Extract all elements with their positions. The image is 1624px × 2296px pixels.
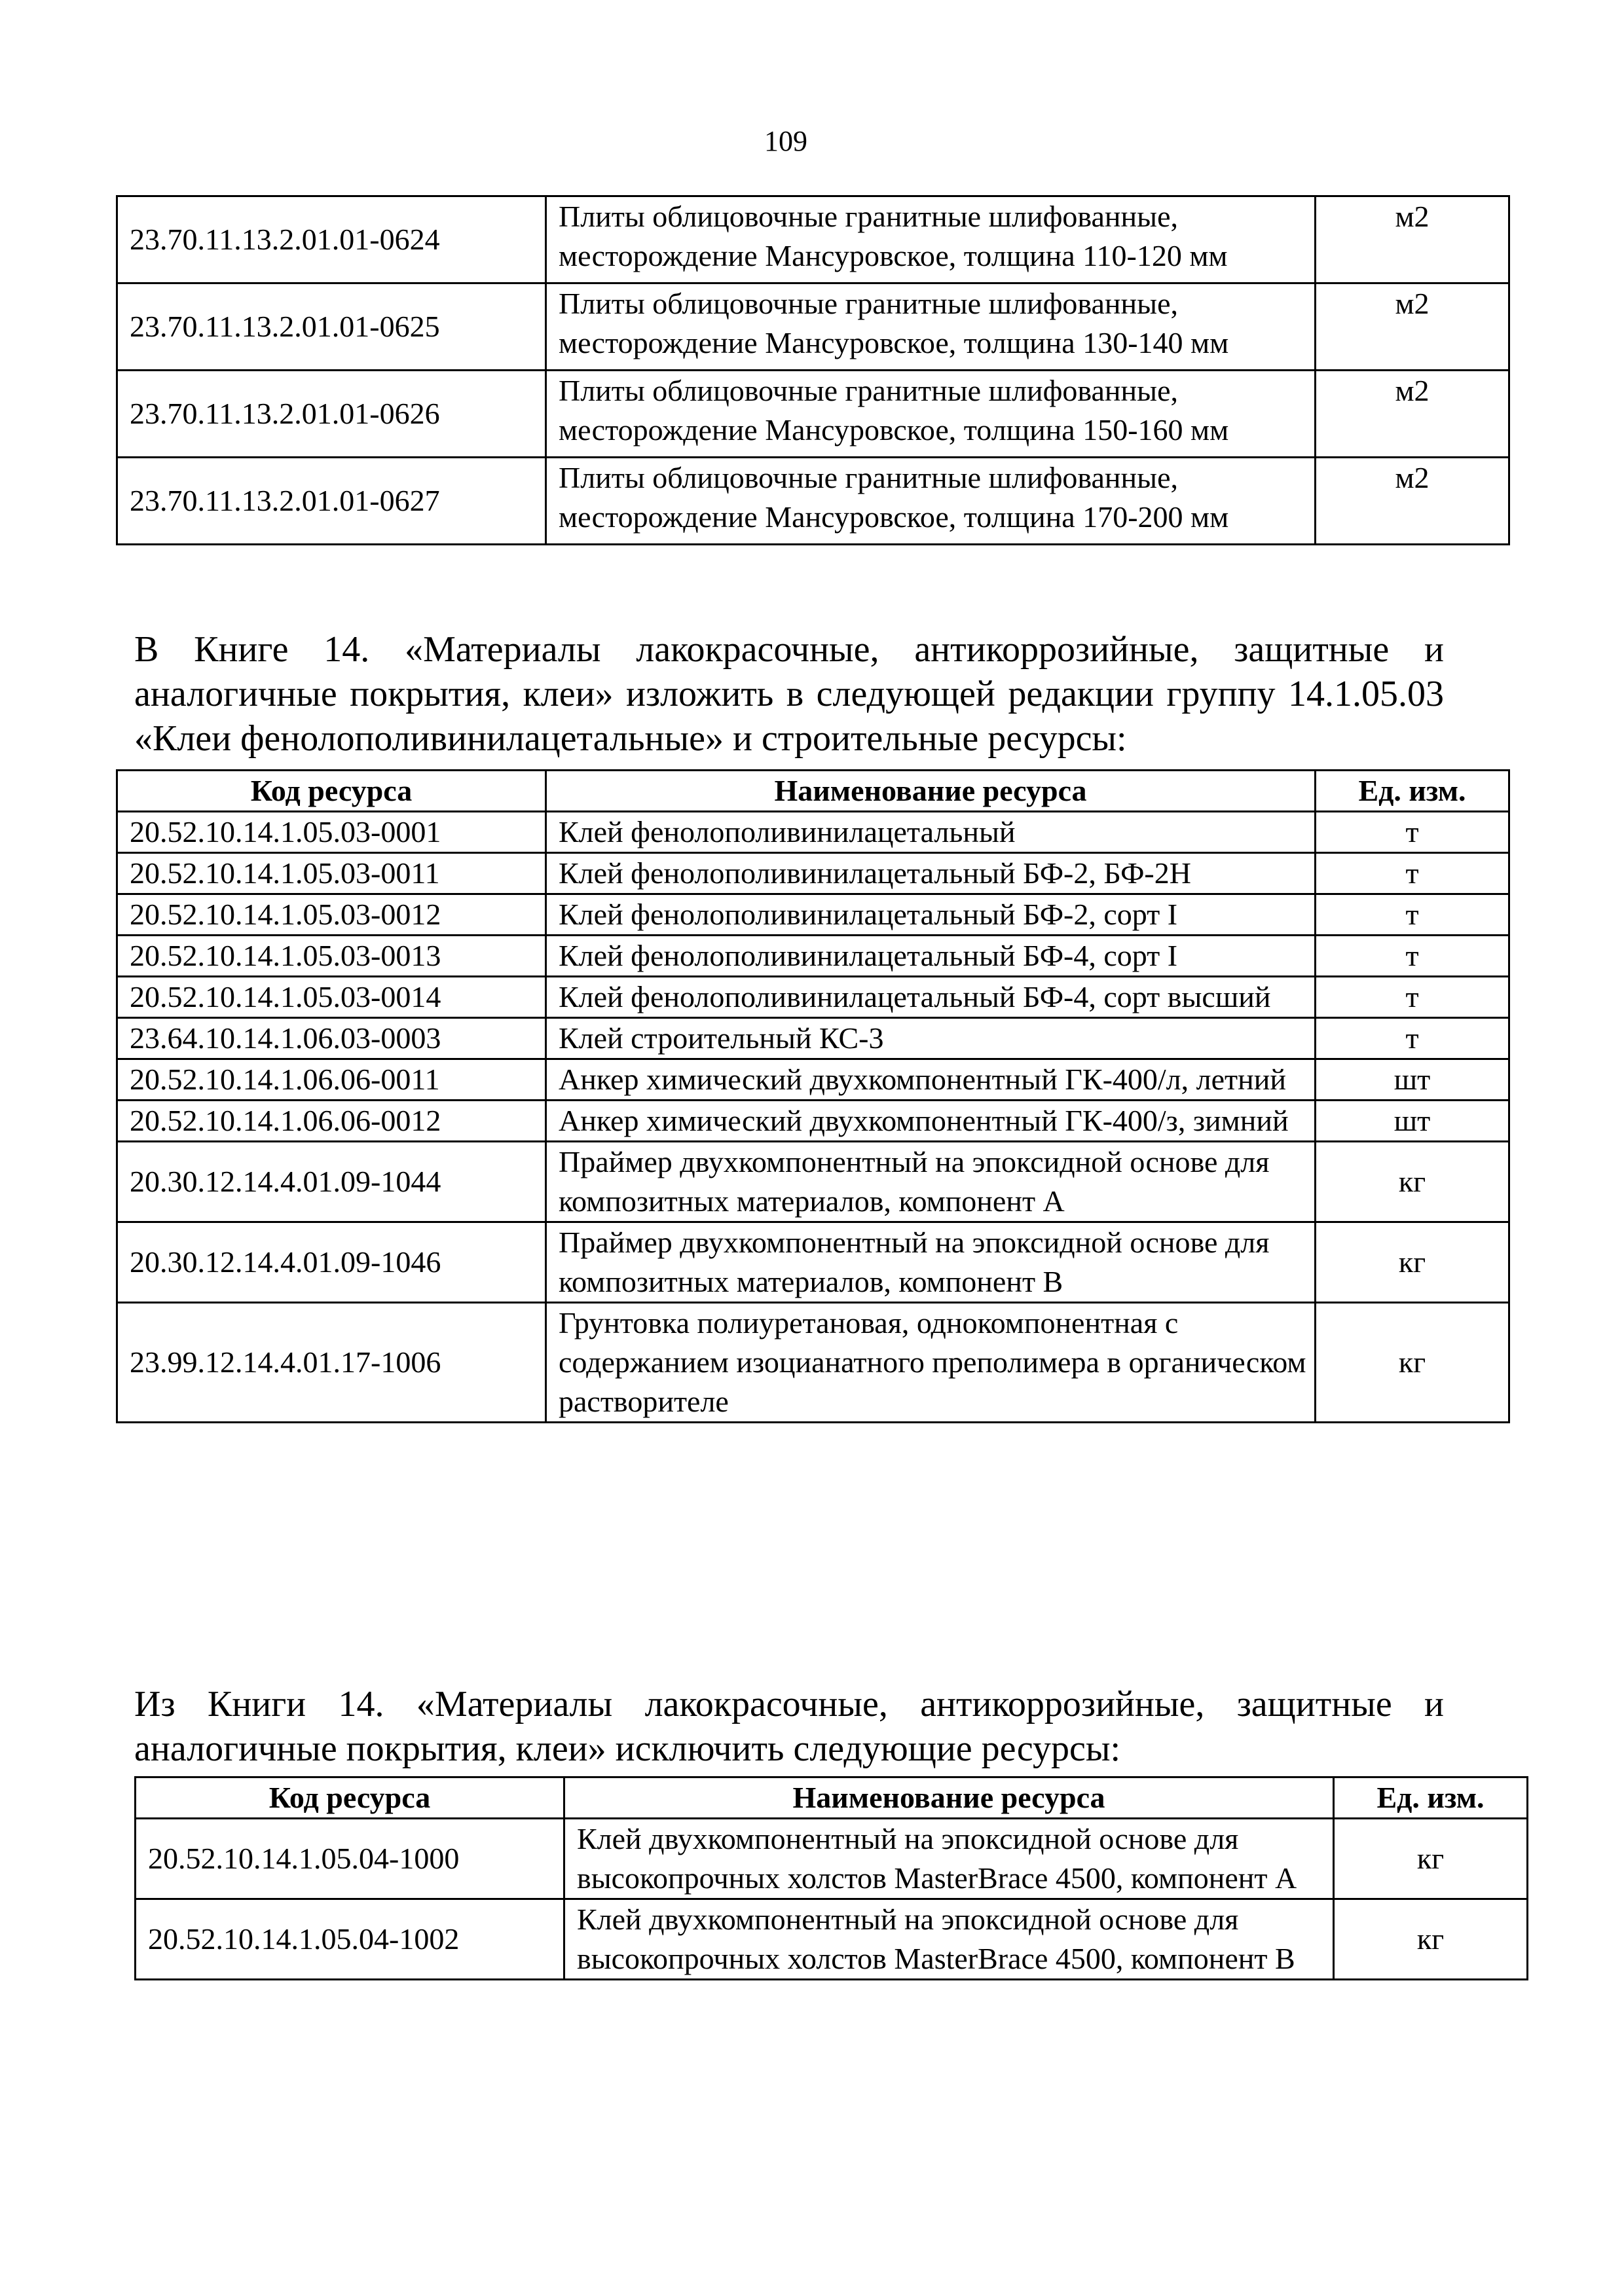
resources-table-replace [116, 769, 1510, 1423]
column-header-unit: Ед. изм. [1334, 1777, 1528, 1819]
table-header-row [117, 771, 1509, 812]
resource-name: Праймер двухкомпонентный на эпоксидной основе для композитных материалов, компонент В [546, 1222, 1316, 1303]
resource-unit: м2 [1316, 371, 1509, 458]
table-row [136, 1899, 1528, 1980]
table-row [117, 1018, 1509, 1059]
table-row [117, 1101, 1509, 1142]
resource-code: 20.52.10.14.1.05.04-1000 [136, 1819, 564, 1899]
table-row [117, 1303, 1509, 1423]
resource-unit: шт [1316, 1059, 1509, 1101]
resource-code: 20.52.10.14.1.06.06-0011 [117, 1059, 546, 1101]
resource-name: Анкер химический двухкомпонентный ГК-400/з, зимний [546, 1101, 1316, 1142]
table-row [117, 371, 1509, 458]
resource-code: 20.52.10.14.1.05.03-0012 [117, 894, 546, 936]
table-row [136, 1819, 1528, 1899]
resource-code: 23.64.10.14.1.06.03-0003 [117, 1018, 546, 1059]
page-number: 109 [764, 125, 807, 157]
resource-name: Клей фенолополивинилацетальный БФ-2, БФ-2Н [546, 853, 1316, 894]
resource-name: Клей двухкомпонентный на эпоксидной основе для высокопрочных холстов MasterBrace 4500, компонент А [564, 1819, 1334, 1899]
resource-unit: м2 [1316, 458, 1509, 545]
resource-code: 20.30.12.14.4.01.09-1046 [117, 1222, 546, 1303]
resource-name: Клей строительный КС-3 [546, 1018, 1316, 1059]
column-header-name: Наименование ресурса [564, 1777, 1334, 1819]
resource-name: Грунтовка полиуретановая, однокомпонентная с содержанием изоцианатного преполимера в органическом растворителе [546, 1303, 1316, 1423]
table-row [117, 894, 1509, 936]
resource-code: 20.52.10.14.1.05.04-1002 [136, 1899, 564, 1980]
table-row [117, 812, 1509, 853]
resource-name: Клей фенолополивинилацетальный БФ-2, сорт I [546, 894, 1316, 936]
resource-unit: м2 [1316, 196, 1509, 283]
instruction-paragraph-replace: В Книге 14. «Материалы лакокрасочные, антикоррозийные, защитные и аналогичные покрытия, клеи» изложить в следующей редакции группу 14.1.05.03 «Клеи фенолополивинилацетальные» и строительные ресурсы: [134, 629, 1444, 759]
resource-name: Плиты облицовочные гранитные шлифованные, месторождение Мансуровское, толщина 130-140 мм [546, 283, 1316, 371]
resource-code: 20.52.10.14.1.05.03-0001 [117, 812, 546, 853]
resource-unit: т [1316, 812, 1509, 853]
resources-table-exclude [134, 1776, 1528, 1980]
table-row [117, 458, 1509, 545]
resource-unit: кг [1316, 1142, 1509, 1222]
resource-name: Клей двухкомпонентный на эпоксидной основе для высокопрочных холстов MasterBrace 4500, компонент В [564, 1899, 1334, 1980]
resource-code: 20.52.10.14.1.05.03-0011 [117, 853, 546, 894]
resource-name: Плиты облицовочные гранитные шлифованные, месторождение Мансуровское, толщина 150-160 мм [546, 371, 1316, 458]
resource-name: Плиты облицовочные гранитные шлифованные, месторождение Мансуровское, толщина 110-120 мм [546, 196, 1316, 283]
instruction-paragraph-exclude: Из Книги 14. «Материалы лакокрасочные, антикоррозийные, защитные и аналогичные покрытия, клеи» исключить следующие ресурсы: [134, 1684, 1444, 1769]
column-header-code: Код ресурса [136, 1777, 564, 1819]
resource-unit: кг [1334, 1899, 1528, 1980]
resource-name: Клей фенолополивинилацетальный БФ-4, сорт высший [546, 977, 1316, 1018]
resource-unit: м2 [1316, 283, 1509, 371]
resource-unit: шт [1316, 1101, 1509, 1142]
resource-code: 23.70.11.13.2.01.01-0624 [117, 196, 546, 283]
table-row [117, 936, 1509, 977]
column-header-code: Код ресурса [117, 771, 546, 812]
table-row [117, 1059, 1509, 1101]
resource-unit: т [1316, 853, 1509, 894]
resource-unit: кг [1316, 1303, 1509, 1423]
column-header-name: Наименование ресурса [546, 771, 1316, 812]
resource-code: 20.52.10.14.1.05.03-0013 [117, 936, 546, 977]
resource-unit: т [1316, 936, 1509, 977]
resource-code: 23.70.11.13.2.01.01-0627 [117, 458, 546, 545]
table-header-row [136, 1777, 1528, 1819]
resource-unit: кг [1316, 1222, 1509, 1303]
table-row [117, 853, 1509, 894]
resource-name: Клей фенолополивинилацетальный [546, 812, 1316, 853]
resource-code: 20.52.10.14.1.06.06-0012 [117, 1101, 546, 1142]
resource-unit: т [1316, 1018, 1509, 1059]
resource-unit: т [1316, 894, 1509, 936]
resource-code: 23.70.11.13.2.01.01-0626 [117, 371, 546, 458]
resource-unit: кг [1334, 1819, 1528, 1899]
column-header-unit: Ед. изм. [1316, 771, 1509, 812]
resource-code: 23.70.11.13.2.01.01-0625 [117, 283, 546, 371]
resource-code: 23.99.12.14.4.01.17-1006 [117, 1303, 546, 1423]
table-row [117, 196, 1509, 283]
table-row [117, 1222, 1509, 1303]
resource-name: Анкер химический двухкомпонентный ГК-400/л, летний [546, 1059, 1316, 1101]
continuation-table [116, 195, 1510, 545]
table-row [117, 283, 1509, 371]
resource-name: Плиты облицовочные гранитные шлифованные, месторождение Мансуровское, толщина 170-200 мм [546, 458, 1316, 545]
resource-unit: т [1316, 977, 1509, 1018]
table-row [117, 1142, 1509, 1222]
table-row [117, 977, 1509, 1018]
resource-name: Праймер двухкомпонентный на эпоксидной основе для композитных материалов, компонент А [546, 1142, 1316, 1222]
resource-name: Клей фенолополивинилацетальный БФ-4, сорт I [546, 936, 1316, 977]
resource-code: 20.30.12.14.4.01.09-1044 [117, 1142, 546, 1222]
resource-code: 20.52.10.14.1.05.03-0014 [117, 977, 546, 1018]
